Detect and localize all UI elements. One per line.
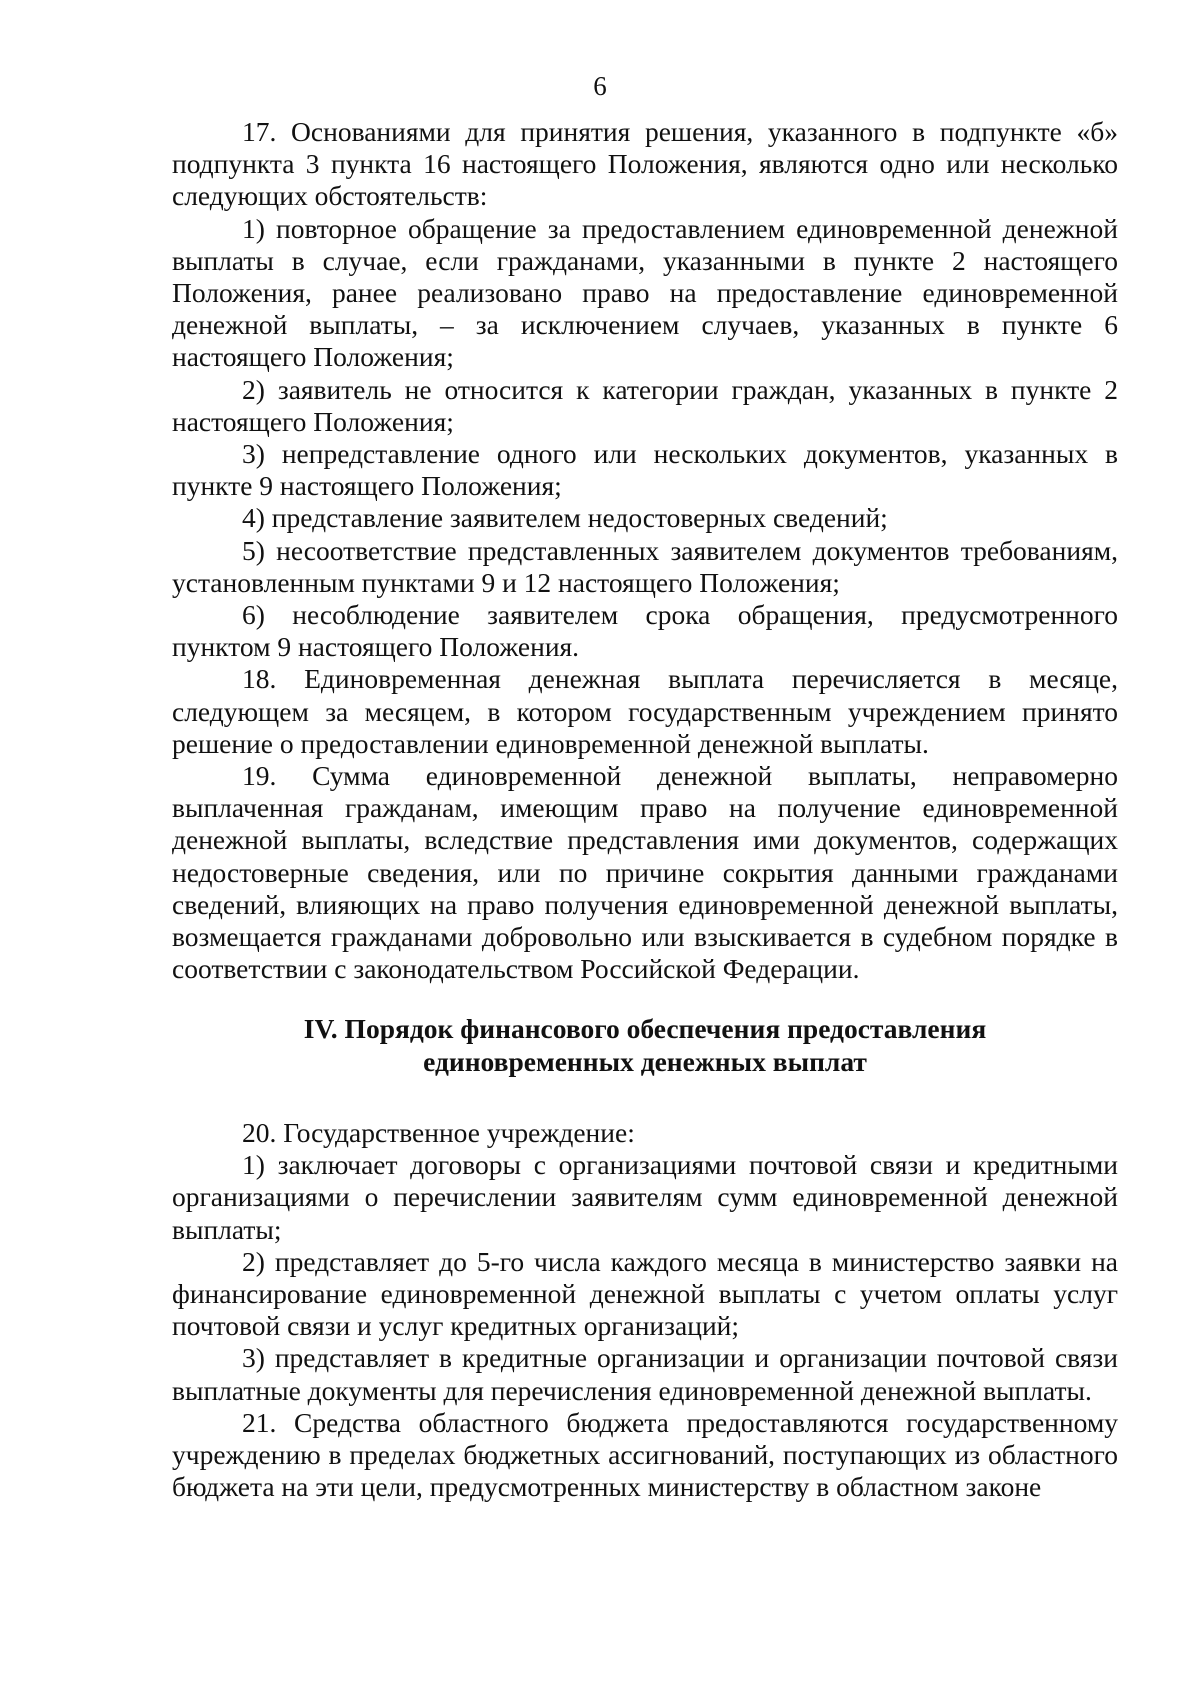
section-heading (172, 1013, 1118, 1077)
paragraph-20: 20. Государственное учреждение: (242, 1116, 635, 1148)
list-item-17-4: 4) представление заявителем недостоверных сведений; (242, 502, 888, 534)
page-number: 6 (593, 71, 607, 101)
list-item-17-1: 1) повторное обращение за предоставлением единовременной денежной выплаты в случае, если гражданами, указанными в пункте 2 настоящего Положения, ранее реализовано право на предоставление единовременной денежной выплаты, – за исключением случаев, указанных в пункте 6 настоящего Положения; (172, 212, 1118, 373)
list-item-17-2: 2) заявитель не относится к категории граждан, указанных в пункте 2 настоящего Положения; (172, 373, 1118, 437)
section-heading-line-2: единовременных денежных выплат (423, 1045, 867, 1077)
section-heading-line-1: IV. Порядок финансового обеспечения предоставления (303, 1013, 987, 1045)
list-item-17-5: 5) несоответствие представленных заявителем документов требованиям, установленным пунктами 9 и 12 настоящего Положения; (172, 534, 1118, 598)
paragraph-18: 18. Единовременная денежная выплата перечисляется в месяце, следующем за месяцем, в котором государственным учреждением принято решение о предоставлении единовременной денежной выплаты. (172, 663, 1118, 759)
paragraph-19: 19. Сумма единовременной денежной выплаты, неправомерно выплаченная гражданам, имеющим право на получение единовременной денежной выплаты, вследствие представления ими документов, содержащих недостоверные сведения, или по причине сокрытия данными гражданами сведений, влияющих на право получения единовременной денежной выплаты, возмещается гражданами добровольно или взыскивается в судебном порядке в соответствии с законодательством Российской Федерации. (172, 760, 1118, 985)
list-item-20-2: 2) представляет до 5-го числа каждого месяца в министерство заявки на финансирование единовременной денежной выплаты с учетом оплаты услуг почтовой связи и услуг кредитных организаций; (172, 1245, 1118, 1342)
list-item-20-3: 3) представляет в кредитные организации и организации почтовой связи выплатные документы для перечисления единовременной денежной выплаты. (172, 1342, 1118, 1406)
list-item-17-6: 6) несоблюдение заявителем срока обращения, предусмотренного пунктом 9 настоящего Положения. (172, 599, 1118, 663)
list-item-20-1: 1) заключает договоры с организациями почтовой связи и кредитными организациями о перечислении заявителям сумм единовременной денежной выплаты; (172, 1149, 1118, 1245)
document-body (172, 116, 1118, 1503)
paragraph-17: 17. Основаниями для принятия решения, указанного в подпункте «б» подпункта 3 пункта 16 настоящего Положения, являются одно или несколько следующих обстоятельств: (172, 116, 1118, 212)
paragraph-21: 21. Средства областного бюджета предоставляются государственному учреждению в пределах бюджетных ассигнований, поступающих из областного бюджета на эти цели, предусмотренных министерству в областном законе (172, 1406, 1118, 1503)
list-item-17-3: 3) непредставление одного или нескольких документов, указанных в пункте 9 настоящего Положения; (172, 438, 1118, 502)
